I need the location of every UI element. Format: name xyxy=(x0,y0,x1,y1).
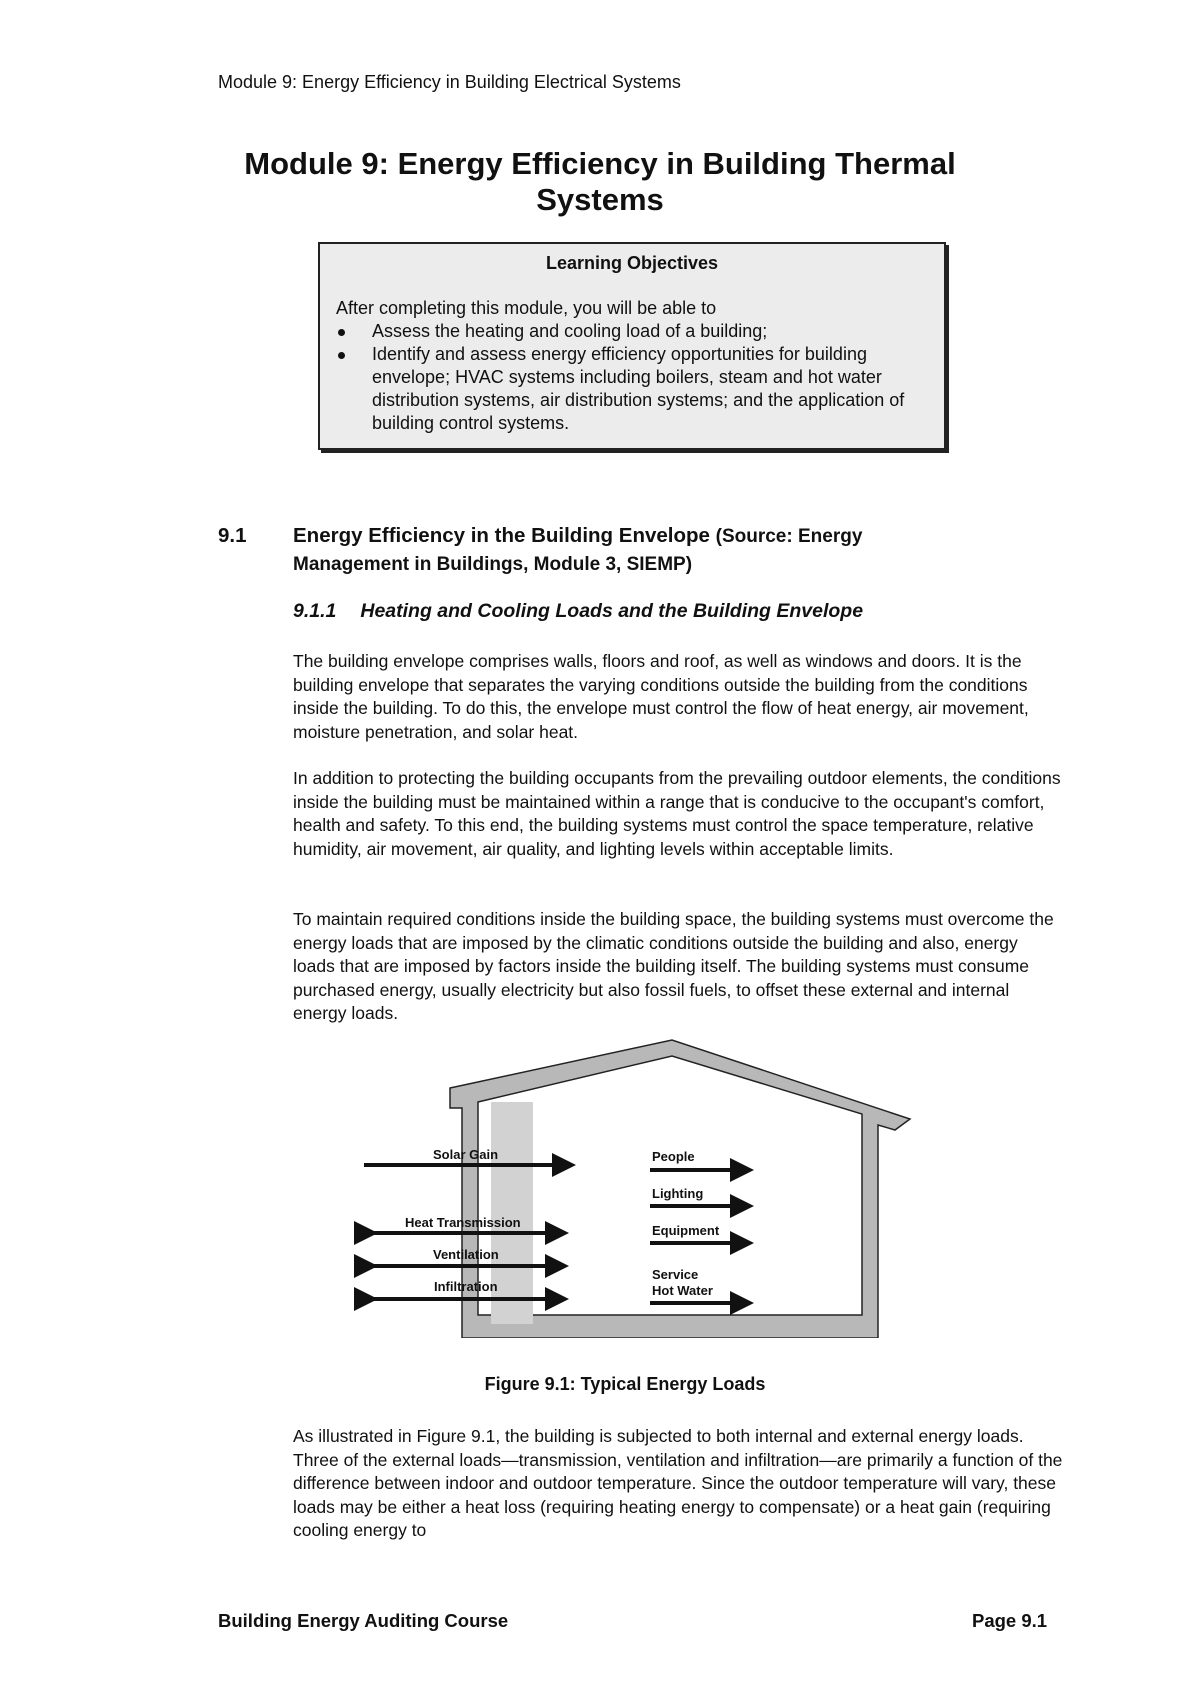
objectives-intro: After completing this module, you will be able to xyxy=(336,298,717,318)
objectives-list xyxy=(336,320,928,435)
page-title-line2: Systems xyxy=(536,182,664,217)
running-header: Module 9: Energy Efficiency in Building Electrical Systems xyxy=(218,72,681,92)
equipment-label: Equipment xyxy=(652,1223,720,1238)
energy-loads-figure xyxy=(350,1038,930,1338)
service-label: Service xyxy=(652,1267,699,1282)
objectives-title: Learning Objectives xyxy=(545,253,719,273)
objective-item: Identify and assess energy efficiency opportunities for building envelope; HVAC systems including boilers, steam and hot water distribution systems, air distribution systems; and the application of building control systems. xyxy=(336,343,928,435)
paragraph: The building envelope comprises walls, floors and roof, as well as windows and doors. It is the building envelope that separates the varying conditions outside the building from the conditions inside the building. To do this, the envelope must control the flow of heat energy, air movement, moisture penetration, and solar heat. xyxy=(293,651,1029,742)
section-source-line2: Management in Buildings, Module 3, SIEMP) xyxy=(293,554,693,575)
section-number: 9.1 xyxy=(218,524,247,547)
solar-gain-label: Solar Gain xyxy=(433,1147,499,1162)
lighting-label: Lighting xyxy=(652,1186,704,1201)
paragraph: As illustrated in Figure 9.1, the building is subjected to both internal and external energy loads. Three of the external loads—transmission, ventilation and infiltration—are primarily a function of the difference between indoor and outdoor temperature. Since the outdoor temperature will vary, these loads may be either a heat loss (requiring heating energy to compensate) or a heat gain (requiring cooling energy to xyxy=(293,1426,1063,1540)
ventilation-label: Ventilation xyxy=(433,1247,499,1262)
hot-water-label: Hot Water xyxy=(652,1283,713,1298)
section-title: Energy Efficiency in the Building Envelope xyxy=(293,524,710,547)
infiltration-label: Infiltration xyxy=(434,1279,498,1294)
subsection-heading xyxy=(293,600,863,623)
objective-item: Assess the heating and cooling load of a building; xyxy=(336,320,928,343)
paragraph: In addition to protecting the building occupants from the prevailing outdoor elements, the conditions inside the building must be maintained within a range that is conducive to the occupant's comfort, health and safety. To this end, the building systems must control the space temperature, relative humidity, air movement, air quality, and lighting levels within acceptable limits. xyxy=(293,768,1061,859)
paragraph: To maintain required conditions inside the building space, the building systems must overcome the energy loads that are imposed by the climatic conditions outside the building and also, energy loads that are imposed by factors inside the building itself. The building systems must consume purchased energy, usually electricity but also fossil fuels, to offset these external and internal energy loads. xyxy=(293,909,1054,1023)
footer-page-number: Page 9.1 xyxy=(972,1610,1048,1631)
learning-objectives-box xyxy=(318,242,946,450)
figure-caption: Figure 9.1: Typical Energy Loads xyxy=(484,1374,766,1394)
subsection-number: 9.1.1 xyxy=(293,600,337,622)
heat-transmission-label: Heat Transmission xyxy=(405,1215,521,1230)
section-source-line1: (Source: Energy xyxy=(715,526,863,547)
page-title xyxy=(200,146,1000,218)
people-label: People xyxy=(652,1149,695,1164)
subsection-title: Heating and Cooling Loads and the Building Envelope xyxy=(360,600,864,622)
page-title-line1: Module 9: Energy Efficiency in Building Thermal xyxy=(244,146,956,181)
footer-course-name: Building Energy Auditing Course xyxy=(218,1610,509,1631)
